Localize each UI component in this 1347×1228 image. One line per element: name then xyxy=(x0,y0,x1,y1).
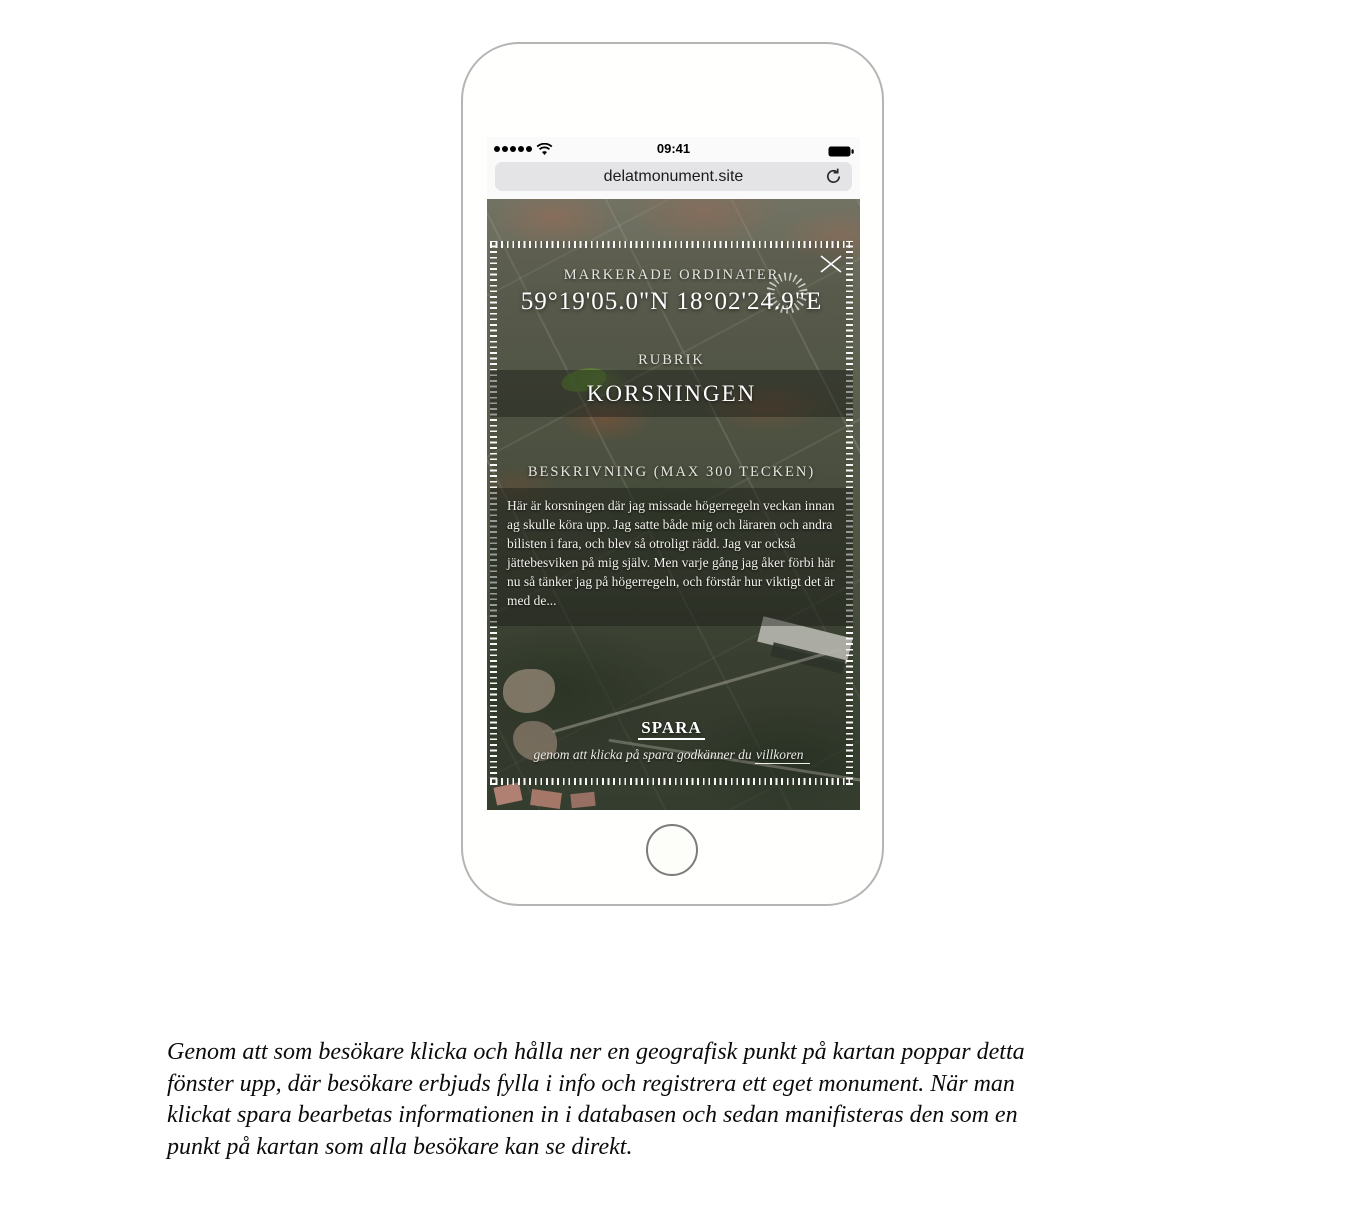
terms-line xyxy=(490,747,853,763)
map-satellite-view[interactable] xyxy=(487,199,860,810)
map-pink-houses xyxy=(570,792,595,808)
title-input[interactable]: KORSNINGEN xyxy=(490,370,853,417)
battery-icon xyxy=(828,144,854,162)
url-bar[interactable] xyxy=(495,162,852,191)
caption-text: Genom att som besökare klicka och hålla ner en geografisk punkt på kartan poppar detta fönster upp, där besökare erbjuds fylla i info och registrera ett eget monument. När man klickat spara bearbetas informationen in i databasen och sedan manifisteras den som en punkt på kartan som alla besökare kan se direkt. xyxy=(167,1039,1025,1160)
description-label: BESKRIVNING (MAX 300 TECKEN) xyxy=(527,464,816,480)
description-input[interactable]: Här är korsningen där jag missade högerregeln veckan innan ag skulle köra upp. Jag satte både mig och läraren och andra bilisten i fara, och blev så otroligt rädd. Jag var också jättebesviken på mig själv. Men varje gång jag åker förbi här nu så tänker jag på högerregeln, och förstår hur viktigt det är med de... xyxy=(490,488,853,626)
modal-dashed-border-top xyxy=(490,241,853,248)
map-pink-houses xyxy=(530,789,562,809)
terms-prefix: genom att klicka på spara godkänner du xyxy=(533,747,752,762)
terms-link[interactable]: villkoren xyxy=(755,747,809,764)
status-bar xyxy=(487,137,860,160)
home-button[interactable] xyxy=(646,824,698,876)
url-text: delatmonument.site xyxy=(603,167,744,185)
save-button-row xyxy=(490,718,853,738)
coordinates-value: 59°19'05.0"N 18°02'24.9"E xyxy=(520,288,823,315)
reload-icon[interactable] xyxy=(824,167,843,191)
coordinates-label: MARKERADE ORDINATER xyxy=(563,267,780,283)
title-label: RUBRIK xyxy=(638,352,705,368)
register-monument-modal xyxy=(490,241,853,785)
map-pink-houses xyxy=(493,782,522,805)
iphone-frame xyxy=(461,42,884,906)
save-button[interactable]: SPARA xyxy=(638,718,704,740)
status-time: 09:41 xyxy=(656,141,691,156)
modal-dashed-border-bottom xyxy=(490,778,853,785)
browser-chrome xyxy=(487,137,860,199)
